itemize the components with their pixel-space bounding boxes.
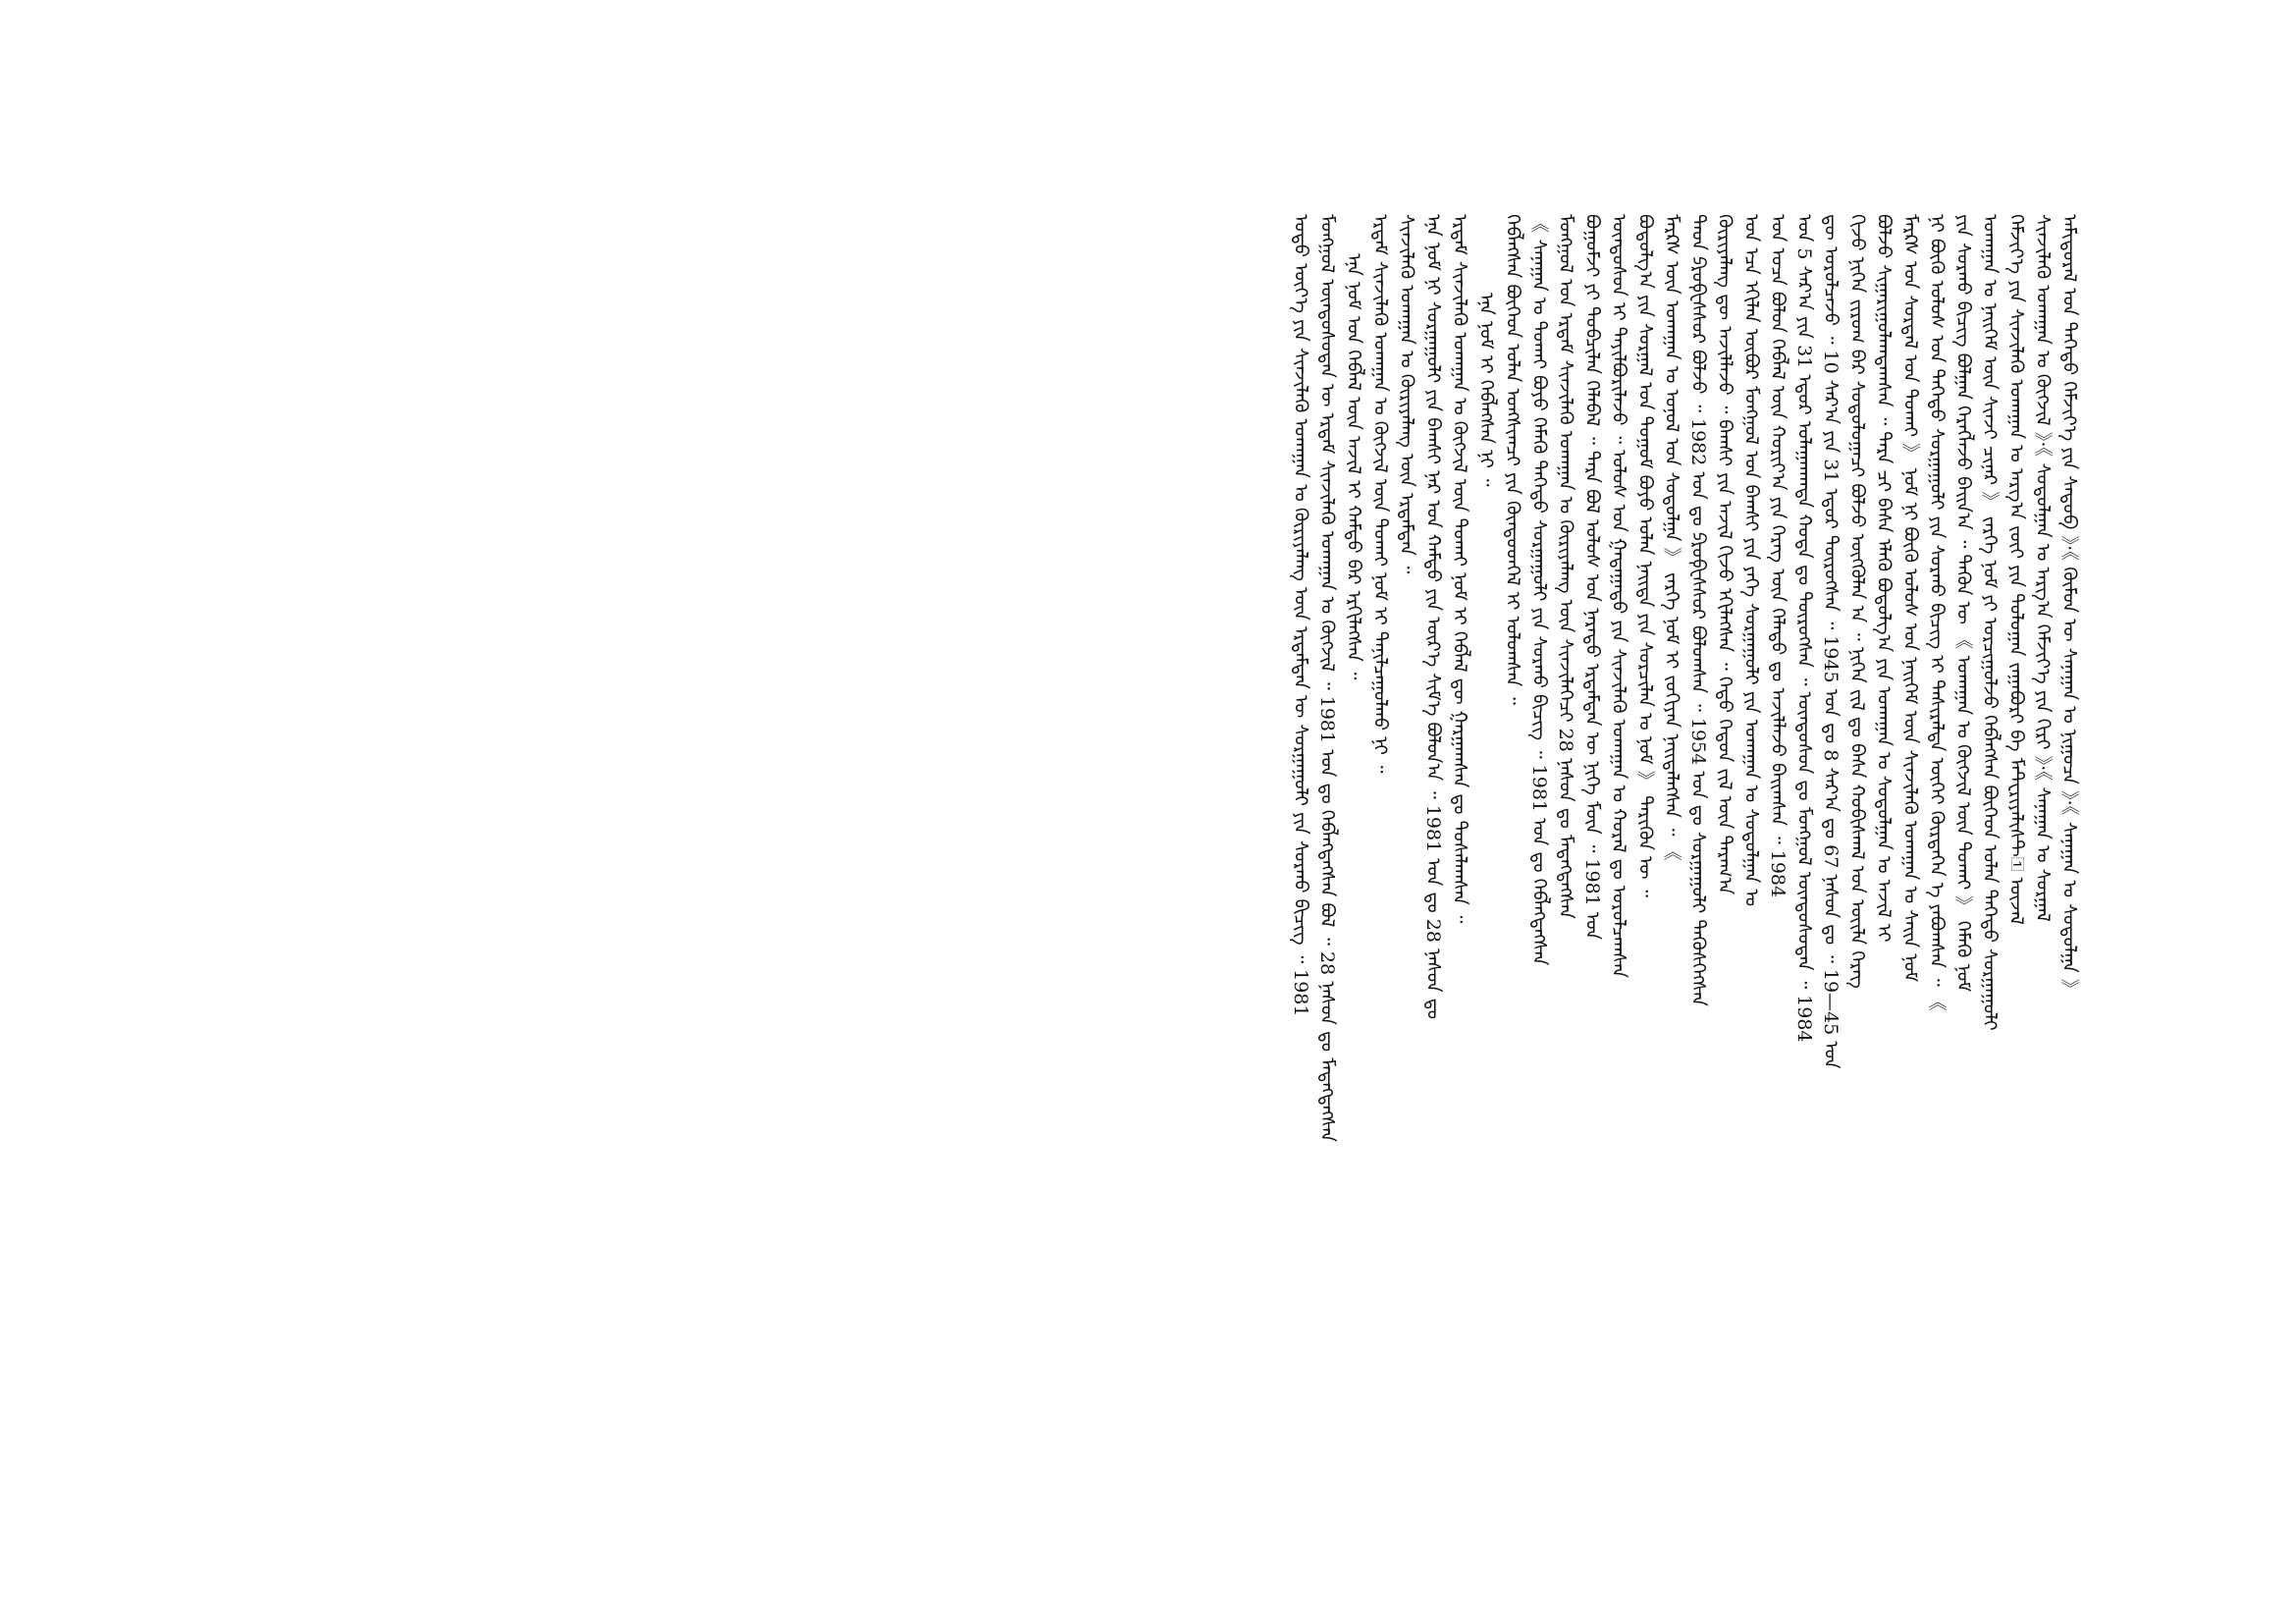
- text-column: ᠶᠢᠨ ᠰᠤᠷᠬᠤ ᠪᠢᠴᠢᠭ ᠪᠣᠯᠭᠠᠨ ᠬᠡᠷᠡᠭᠯᠡᠵᠦ ᠪᠠᠢᠨ᠎ᠠ ᠃ ᠲᠡᠭᠦᠨ ᠦ 《 ᠤᠬᠠᠭᠠᠨ ᠤ ᠬᠥᠭᠵᠢᠯ ᠦᠨ ᠲᠤᠬᠠᠢ 》 ᠬᠡᠮᠡᠬᠦ ᠨᠣᠮ: [1952, 214, 1974, 993]
- text-column: ᠪᠣᠯᠵᠤ ᠰᠢᠭᠠᠷᠢᠭᠤᠯᠠᠭᠳᠠᠭᠰᠠᠨ ᠃ ᠲᠡᠷᠡ ᠴᠢ ᠪᠠᠰᠠ ᠡᠯᠡᠬᠦ ᠪᠣᠳᠣᠯᠭ᠎ᠠ ᠶᠢᠨ ᠤᠬᠠᠭᠠᠨ ᠤ ᠰᠤᠳᠤᠯᠭᠠᠨ ᠤ ᠠᠵᠢᠯ ᠢ: [1873, 214, 1895, 943]
- vertical-text-block: [201, 214, 2086, 1422]
- text-column: ᠤᠨ 5 ᠰᠠᠷ᠎ᠠ ᠶᠢᠨ 31 ᠡᠳᠦᠷ ᠤᠯᠠᠭᠠᠨᠬᠠᠳᠠ ᠬᠣᠲᠠ ᠳᠤ ᠲᠥᠷᠦᠭᠰᠡᠨ ᠃ ᠦᠨᠳᠦᠰᠦᠨ ᠳᠤ ᠮᠣᠩᠭᠣᠯ ᠦᠨᠳᠦᠰᠦᠲᠡᠨ ᠃ 1984: [1793, 214, 1815, 1043]
- text-column: ᠬᠡᠮᠵᠢᠶ᠎ᠡ ᠶᠢᠨ ᠰᠢᠨᠵᠢᠯᠡᠬᠦ ᠤᠬᠠᠭᠠᠨ ᠤ ᠠᠷᠭ᠎ᠠ ᠵᠦᠢ ᠶᠢᠨ ᠳᠣᠯᠣᠭᠠᠨ ᠵᠠᠭᠠᠪᠤᠷᠢ ᠪᠠ ᠮᠠᠲ᠋ᠧᠷᠢᠶᠠᠯᠢᠰᠲ᠋ ᠦᠵᠡᠯ: [2005, 214, 2027, 925]
- text-column: ᠳᠡᠳ ᠫᠷᠣᠹᠧᠰᠰᠣᠷ ᠪᠣᠯᠵᠤ ᠃ 1982 ᠣᠨ ᠳᠤ ᠫᠷᠣᠹᠧᠰᠰᠣᠷ ᠪᠣᠯᠤᠭᠰᠠᠨ ᠃ 1954 ᠣᠨ ᠳᠤ ᠰᠤᠷᠭᠠᠭᠤᠯᠢ ᠲᠡᠭᠦᠰᠬᠡᠭᠰᠡᠨ: [1687, 214, 1709, 1006]
- text-column: ᠬᠡᠪᠯᠡᠭᠰᠡᠨ ᠪᠥᠭᠡᠳ ᠣᠯᠠᠨ ᠤᠩᠰᠢᠭᠴᠢ ᠶᠢᠨ ᠬᠦᠨᠳᠦᠳᠬᠡᠯ ᠢ ᠣᠯᠤᠭᠰᠠᠨ ᠃: [1502, 214, 1523, 705]
- text-column: ᠣᠳᠣ ᠦᠶ᠎ᠡ ᠶᠢᠨ ᠰᠢᠨᠵᠢᠯᠡᠬᠦ ᠤᠬᠠᠭᠠᠨ ᠤ ᠬᠦᠷᠢᠶᠡᠯᠡᠩ ᠦᠨ ᠡᠷᠳᠡᠮᠲᠡᠨ ᠦ ᠰᠤᠷᠭᠠᠭᠤᠯᠢ ᠶᠢᠨ ᠰᠤᠷᠬᠤ ᠪᠢᠴᠢᠭ ᠃ 1981: [1290, 214, 1311, 1017]
- text-column: ᠣᠨ ᠤᠴᠠ ᠪᠣᠯᠤᠨ ᠬᠡᠪᠯᠡᠯ ᠦᠨ ᠬᠣᠷᠢᠶ᠎ᠠ ᠶᠢᠨ ᠬᠡᠷᠡᠭ ᠦᠨ ᠬᠡᠯᠡᠲᠦ ᠳᠤ ᠠᠵᠢᠯᠯᠠᠵᠤ ᠪᠠᠢᠭᠰᠠᠨ ᠃ 1984: [1767, 214, 1789, 898]
- text-column: ᠬᠢᠵᠦ ᠨᠢᠭᠡᠨ ᠵᠢᠷᠤᠭ ᠪᠡᠷ ᠰᠤᠳᠤᠯᠤᠭᠠᠴᠢ ᠪᠣᠯᠵᠤ ᠥᠭᠬᠦᠯᠡᠨ ᠠ ᠃ ᠨᠢᠭᠡᠨ ᠵᠢᠯ ᠳᠤ ᠪᠠᠰᠠ ᠬᠤᠪᠢᠰᠬᠠᠯ ᠤᠨ ᠦᠢᠯᠡ ᠬᠡᠷᠡᠭ: [1846, 214, 1868, 989]
- text-column: ᠡᠨᠡ ᠨᠣᠮ ᠤᠨ ᠬᠡᠪᠯᠡᠯ ᠦᠨ ᠠᠵᠢᠯ ᠢ ᠬᠠᠮᠲᠤ ᠪᠡᠷ ᠡᠷᠬᠢᠯᠡᠭᠰᠡᠨ ᠃: [1343, 253, 1364, 680]
- text-column: ᠮᠣᠩᠭᠣᠯ ᠦᠨᠳᠦᠰᠦᠲᠡᠨ ᠦ ᠡᠷᠳᠡᠮ ᠰᠢᠨᠵᠢᠯᠡᠬᠦ ᠤᠬᠠᠭᠠᠨ ᠤ ᠬᠥᠭᠵᠢᠯ ᠃ 1981 ᠣᠨ ᠳᠤ ᠬᠡᠪᠯᠡᠭᠳᠡᠭᠰᠡᠨ ᠪᠣᠯ ᠃ 28 ᠨᠠᠰᠤᠨ ᠳᠤ ᠮᠡᠳᠡᠭᠳᠡᠭᠰᠡᠨ: [1316, 214, 1338, 1143]
- text-column: ᠠᠮᠢᠳᠤᠷᠠᠯ ᠤᠨ ᠳᠡᠭᠡᠳᠦ ᠬᠡᠮᠵᠢᠶ᠎ᠡ ᠶᠢᠨ ᠰᠡᠳᠦᠪ 》·《 ᠬᠦᠮᠦᠨ ᠦ ᠰᠠᠨᠠᠭᠠᠨ ᠤ ᠨᠢᠭᠤᠴᠠ 》·《 ᠰᠠᠨᠠᠭᠠᠨ ᠤ ᠰᠤᠳᠤᠯᠭᠠ 》: [2058, 214, 2080, 998]
- text-column: ᠮᠠᠷᠺᠰ ᠦᠨ ᠤᠬᠠᠭᠠᠨ ᠤ ᠣᠨᠣᠯ ᠤᠨ ᠰᠤᠳᠤᠯᠭᠠ 》 ᠵᠡᠷᠭᠡ ᠨᠣᠮ ᠢ ᠵᠣᠬᠢᠶᠠᠨ ᠨᠡᠢᠲᠡᠯᠡᠭᠰᠡᠨ ᠃ 《: [1661, 214, 1682, 861]
- text-column: ᠨᠢ ᠪᠦᠬᠦ ᠤᠯᠤᠰ ᠤᠨ ᠳᠡᠭᠡᠳᠦ ᠰᠤᠷᠭᠠᠭᠤᠯᠢ ᠶᠢᠨ ᠰᠤᠷᠬᠤ ᠪᠢᠴᠢᠭ ᠢ ᠲᠠᠰᠢᠷᠠᠯᠲᠠ ᠦᠭᠡᠢ ᠬᠦᠷᠲᠡᠭᠡᠨ ᠡ ᠶᠠᠪᠤᠭᠰᠠᠨ ᠃ 《: [1926, 214, 1948, 1011]
- text-column: ᠰᠢᠨᠵᠢᠯᠡᠬᠦ ᠤᠬᠠᠭᠠᠨ ᠤ ᠬᠦᠷᠢᠶᠡᠯᠡᠩ ᠦᠨ ᠡᠷᠳᠡᠮᠲᠡᠨ ᠃: [1396, 214, 1417, 574]
- text-column: ᠮᠣᠩᠭᠣᠯ ᠤᠨ ᠡᠷᠳᠡᠮ ᠰᠢᠨᠵᠢᠯᠡᠬᠦ ᠤᠬᠠᠭᠠᠨ ᠤ ᠬᠦᠷᠢᠶᠡᠯᠡᠩ ᠦᠨ ᠰᠢᠨᠵᠢᠯᠡᠬᠡᠴᠢ 28 ᠨᠠᠰᠤᠨ ᠳᠤ ᠮᠡᠳᠡᠭᠳᠡᠭᠰᠡᠨ: [1555, 214, 1576, 919]
- text-column: ᠡᠨᠡ ᠨᠣᠮ ᠢ ᠬᠡᠪᠯᠡᠭᠰᠡᠨ ᠨᠢ ᠃: [1475, 293, 1497, 487]
- text-column: ᠰᠢᠨᠵᠢᠯᠡᠬᠦ ᠤᠬᠠᠭᠠᠨ ᠤ ᠬᠥᠭᠵᠢᠯ 》·《 ᠰᠤᠳᠤᠯᠭᠠᠨ ᠤ ᠠᠷᠭ᠎ᠠ ᠬᠡᠮᠵᠢᠶ᠎ᠡ ᠶᠢᠨ ᠬᠢᠷᠢ 》·《 ᠰᠠᠨᠠᠭᠠᠨ ᠤ ᠰᠤᠷᠭᠠᠯ: [2032, 214, 2054, 922]
- text-column: ᠤᠬᠠᠭᠠᠨ ᠤ ᠨᠡᠢᠭᠡᠮ ᠦᠨ ᠰᠢᠨᠵᠢ ᠴᠢᠨᠠᠷ 》 ᠵᠡᠷᠭᠡ ᠨᠣᠮ ᠶᠢ ᠣᠷᠴᠢᠭᠤᠯᠵᠤ ᠬᠡᠪᠯᠡᠭᠰᠡᠨ ᠪᠥᠭᠡᠳ ᠣᠯᠠᠨ ᠳᠡᠭᠡᠳᠦ ᠰᠤᠷᠭᠠᠭᠤᠯᠢ: [1979, 214, 2001, 1031]
- text-column: ᠳᠦ ᠣᠷᠤᠯᠴᠠᠵᠤ ᠃ 10 ᠰᠠᠷ᠎ᠠ ᠶᠢᠨ 31 ᠡᠳᠦᠷ ᠲᠥᠷᠦᠭᠰᠡᠨ ᠃ 1945 ᠣᠨ ᠳᠤ 8 ᠰᠠᠷ᠎ᠠ ᠳᠤ 67 ᠨᠠᠰᠤᠨ ᠳᠤ ᠃ 19—45 ᠣᠨ: [1820, 214, 1842, 1069]
- text-column: 《 ᠰᠠᠨᠠᠭᠠᠨ ᠤ ᠲᠤᠬᠠᠢ ᠪᠤᠶᠤ ᠬᠡᠮᠡᠬᠦ ᠳᠡᠭᠡᠳᠦ ᠰᠤᠷᠭᠠᠭᠤᠯᠢ ᠶᠢᠨ ᠰᠤᠷᠬᠤ ᠪᠢᠴᠢᠭ ᠃ 1981 ᠣᠨ ᠳᠤ ᠬᠡᠪᠯᠡᠭᠳᠡᠭᠰᠡᠨ: [1528, 214, 1550, 966]
- text-column: ᠪᠣᠳᠣᠯᠭ᠎ᠠ ᠶᠢᠨ ᠰᠤᠷᠭᠠᠯ ᠤᠨ ᠲᠤᠭᠤᠮ ᠪᠤᠶᠤ ᠣᠯᠠᠨ ᠨᠡᠢᠲᠡ ᠶᠢᠨ ᠰᠤᠷᠴᠢᠯᠠᠨ ᠤ ᠨᠣᠮ 》 ᠲᠡᠷᠢᠭᠦᠨ ᠦ ᠃: [1634, 214, 1656, 898]
- text-column: ᠪᠣᠭᠤᠮᠵᠢ ᠶᠢ ᠲᠣᠪᠴᠢᠯᠠᠨ ᠬᠡᠯᠡᠪᠡᠯ ᠃ ᠲᠡᠷᠡ ᠪᠣᠯ ᠤᠯᠤᠰ ᠤᠨ ᠨᠡᠷᠡᠲᠦ ᠡᠷᠳᠡᠮᠲᠡᠨ ᠦ ᠨᠢᠭᠡ ᠮᠥᠨ ᠃ 1981 ᠣᠨ: [1581, 214, 1603, 941]
- text-column: ᠮᠠᠷᠺᠰ ᠤᠨ ᠰᠤᠷᠲᠠᠯ ᠤᠨ ᠲᠤᠬᠠᠢ 》 ᠨᠣᠮ ᠨᠢ ᠪᠦᠬᠦ ᠤᠯᠤᠰ ᠤᠨ ᠨᠡᠢᠭᠡᠮ ᠦᠨ ᠰᠢᠨᠵᠢᠯᠡᠬᠦ ᠤᠬᠠᠭᠠᠨ ᠤ ᠰᠠᠢᠨ ᠨᠣᠮ: [1899, 214, 1921, 983]
- text-column: ᠡᠷᠳᠡᠮ ᠰᠢᠨᠵᠢᠯᠡᠬᠦ ᠤᠬᠠᠭᠠᠨ ᠤ ᠬᠥᠭᠵᠢᠯ ᠦᠨ ᠲᠤᠬᠠᠢ ᠨᠣᠮ ᠢ ᠬᠡᠪᠯᠡᠯ ᠳᠦ ᠭᠠᠷᠭᠠᠭᠰᠠᠨ ᠳᠤ ᠲᠤᠰᠠᠯᠠᠭᠰᠠᠨ ᠃: [1449, 214, 1470, 924]
- text-column: ᠡᠷᠳᠡᠮ ᠰᠢᠨᠵᠢᠯᠡᠬᠦ ᠤᠬᠠᠭᠠᠨ ᠤ ᠬᠥᠭᠵᠢᠯ ᠦᠨ ᠲᠤᠬᠠᠢ ᠨᠣᠮ ᠢ ᠲᠠᠨᠢᠯᠴᠠᠭᠤᠯᠬᠤ ᠨᠢ ᠃: [1369, 214, 1391, 774]
- text-column: ᠬᠦᠷᠢᠶᠡᠯᠡᠩ ᠳᠦ ᠠᠵᠢᠯᠯᠠᠵᠤ ᠃ ᠪᠠᠭᠰᠢ ᠶᠢᠨ ᠠᠵᠢᠯ ᠬᠢᠵᠦ ᠡᠬᠢᠯᠡᠭᠰᠡᠨ ᠃ ᠬᠡᠳᠦ ᠬᠡᠳᠦᠨ ᠵᠢᠯ ᠦᠨ ᠳᠠᠷᠠᠭ᠎ᠠ: [1714, 214, 1735, 895]
- text-column: ᠣᠨ ᠡᠴᠡ ᠡᠬᠢᠯᠡᠨ ᠥᠪᠥᠷ ᠮᠣᠩᠭᠣᠯ ᠤᠨ ᠪᠠᠭᠰᠢ ᠶᠢᠨ ᠶᠡᠬᠡ ᠰᠤᠷᠭᠠᠭᠤᠯᠢ ᠶᠢᠨ ᠤᠬᠠᠭᠠᠨ ᠤ ᠰᠤᠳᠤᠯᠭᠠᠨ ᠤ: [1740, 214, 1762, 907]
- text-column: ᠦᠨᠳᠦᠰᠦᠨ ᠢ ᠲᠠᠶᠢᠯᠪᠤᠷᠢᠯᠠᠵᠤ ᠃ ᠤᠯᠤᠰ ᠤᠨ ᠭᠠᠳᠠᠭᠠᠳᠤ ᠶᠢᠨ ᠰᠢᠨᠵᠢᠯᠡᠬᠦ ᠤᠬᠠᠭᠠᠨ ᠤ ᠬᠤᠷᠠᠯ ᠳᠤ ᠣᠷᠤᠯᠴᠠᠭᠰᠠᠨ: [1608, 214, 1629, 978]
- text-column: ᠡᠨᠡ ᠨᠣᠮ ᠨᠢ ᠰᠤᠷᠭᠠᠭᠤᠯᠢ ᠶᠢᠨ ᠪᠠᠭᠰᠢ ᠨᠠᠷ ᠤᠨ ᠬᠠᠮᠲᠤ ᠶᠢᠨ ᠦᠷ᠎ᠡ ᠰᠢᠮ᠎ᠡ ᠪᠣᠯᠤᠨ᠎ᠠ ᠃ 1981 ᠣᠨ ᠳᠤ 28 ᠨᠠᠰᠤᠨ ᠳᠤ: [1422, 214, 1444, 1019]
